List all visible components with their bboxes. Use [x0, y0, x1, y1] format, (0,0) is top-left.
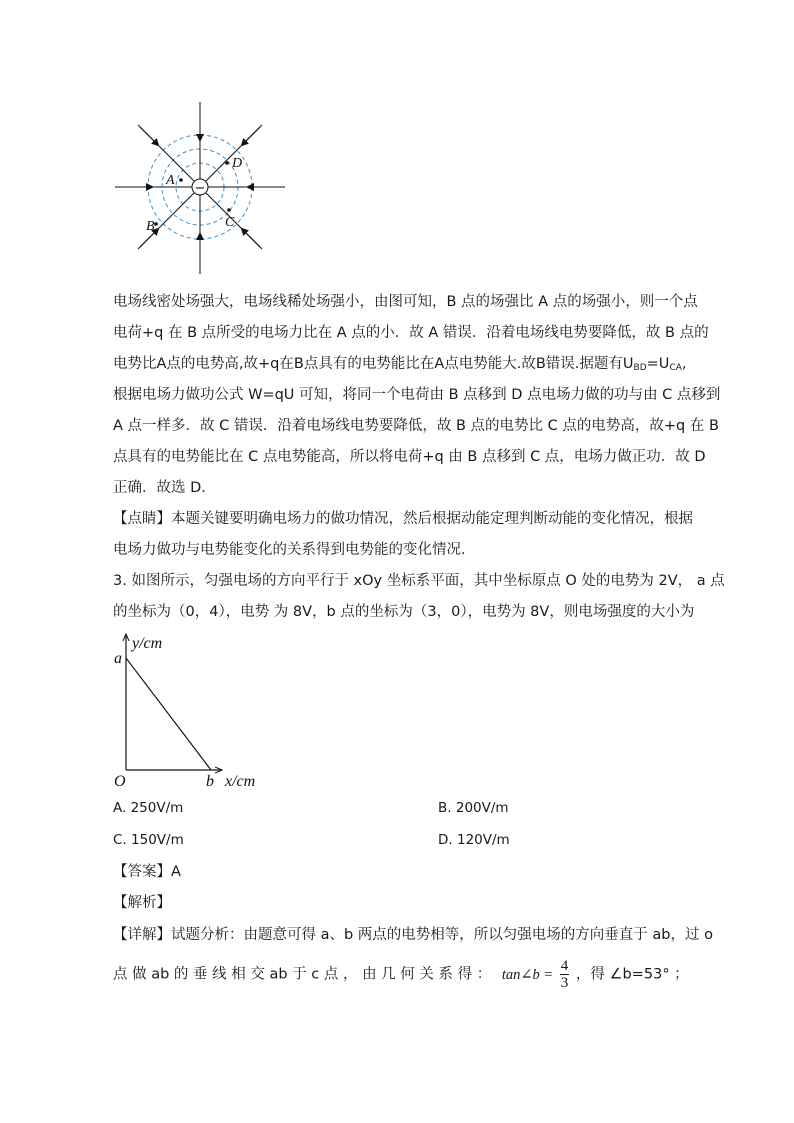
tan-expression: tan∠b = — [501, 966, 554, 983]
note-line-2: 电场力做功与电势能变化的关系得到电势能的变化情况． — [113, 542, 476, 558]
coordinate-diagram — [110, 630, 270, 792]
q3-line-2: 的坐标为（0，4），电势 为 8V，b 点的坐标为（3，0），电势为 8V，则电场强度的大小为 — [113, 604, 695, 620]
option-c[interactable]: C. 150V/m — [113, 832, 184, 848]
note-line-1: 【点睛】本题关键要明确电场力的做功情况，然后根据动能定理判断动能的变化情况，根据 — [113, 511, 693, 527]
detail-line-2: 点 做 ab 的 垂 线 相 交 ab 于 c 点 ， 由 几 何 关 系 得 ： tan∠b = $\frac{4}{3}$ ，得 ∠b=53° ； — [113, 958, 689, 991]
para1-line-6: 点具有的电势能比在 C 点电势能高，所以将电荷+q 由 B 点移到 C 点，电场力做正功．故 D — [113, 449, 706, 465]
label-c: C — [225, 215, 235, 230]
detail-line-1: 【详解】试题分析：由题意可得 a、b 两点的电势相等，所以匀强电场的方向垂直于 ab，过 o — [113, 927, 713, 943]
para1-line-4: 根据电场力做功公式 W=qU 可知，将同一个电荷由 B 点移到 D 点电场力做的功与由 C 点移到 — [113, 387, 721, 403]
answer-line — [113, 862, 181, 882]
q3-line-1: 3. 如图所示，匀强电场的方向平行于 xOy 坐标系平面，其中坐标原点 O 处的电势为 2V， a 点 — [113, 573, 725, 589]
para1-line-5: A 点一样多．故 C 错误．沿着电场线电势要降低，故 B 点的电势比 C 点的电势高，故+q 在 B — [113, 418, 719, 434]
answer-tag: 【答案】 — [113, 864, 171, 880]
para1-line-3: 电势比A点的电势高,故+q在B点具有的电势能比在A点电势能大.故B错误.据题有$U_{BD}=U_{CA}$, — [113, 356, 687, 373]
para1-line-7: 正确．故选 D． — [113, 480, 216, 496]
label-b: B — [146, 219, 155, 234]
analysis-tag: 【解析】 — [113, 895, 171, 911]
point-b-label: b — [206, 773, 214, 790]
option-a[interactable]: A. 250V/m — [113, 800, 184, 816]
point-a-label: a — [114, 650, 122, 667]
origin-label: O — [114, 773, 126, 790]
detail-tag: 【详解】 — [113, 927, 171, 943]
field-line-diagram — [110, 102, 290, 277]
note-tag: 【点睛】 — [113, 511, 171, 527]
fraction-4-3: $\frac{4}{3}$ — [560, 958, 569, 991]
answer-value: A — [171, 864, 181, 880]
para1-line-1: 电场线密处场强大，电场线稀处场强小，由图可知，B 点的场强比 A 点的场强小，则一个点 — [113, 294, 698, 310]
para1-line-2: 电荷+q 在 B 点所受的电场力比在 A 点的小．故 A 错误．沿着电场线电势要降低，故 B 点的 — [113, 325, 709, 341]
x-axis-label: x/cm — [225, 773, 256, 790]
label-d: D — [232, 156, 243, 171]
charge-sign: − — [194, 181, 206, 196]
label-a: A — [166, 173, 175, 188]
option-d[interactable]: D. 120V/m — [438, 832, 510, 848]
y-axis-label: y/cm — [132, 635, 163, 652]
option-b[interactable]: B. 200V/m — [438, 800, 509, 816]
